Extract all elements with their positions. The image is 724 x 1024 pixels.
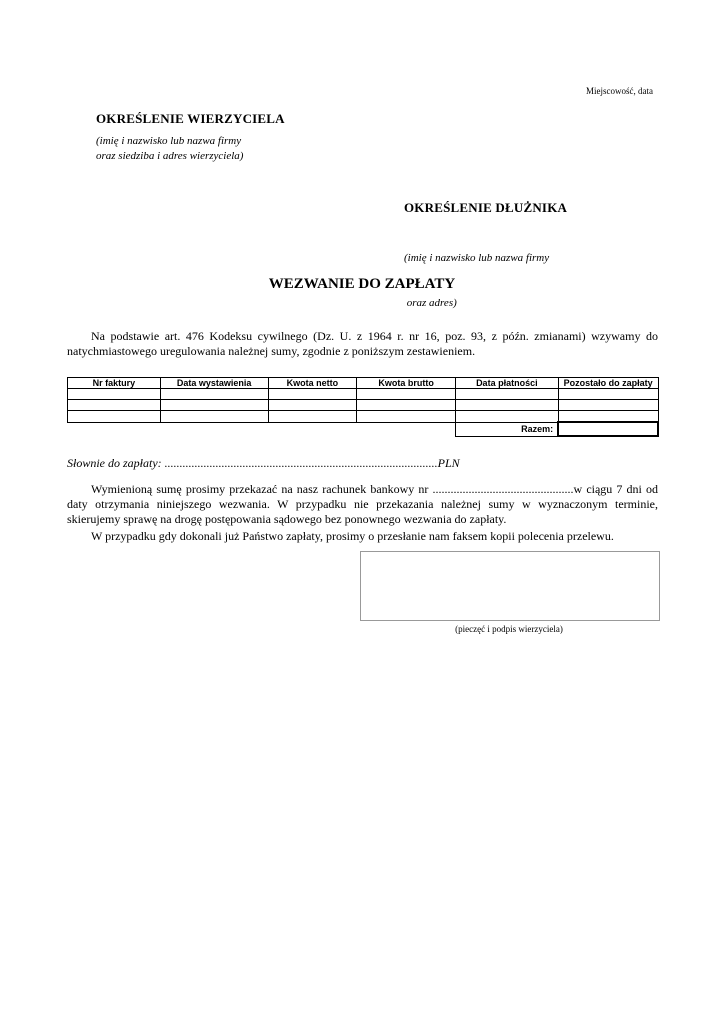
- debtor-title: OKREŚLENIE DŁUŻNIKA: [404, 200, 568, 215]
- table-cell[interactable]: [558, 400, 658, 411]
- column-header: Kwota netto: [268, 378, 357, 389]
- table-cell[interactable]: [268, 400, 357, 411]
- table-cell[interactable]: [160, 389, 268, 400]
- blank-cell: [268, 422, 357, 436]
- table-cell[interactable]: [160, 400, 268, 411]
- column-header: Kwota brutto: [357, 378, 456, 389]
- creditor-hint-line2: oraz siedziba i adres wierzyciela): [96, 150, 244, 162]
- blank-cell: [68, 422, 161, 436]
- table-row: [68, 389, 659, 400]
- debtor-hint-line2: oraz adres): [404, 297, 457, 309]
- creditor-title: OKREŚLENIE WIERZYCIELA: [96, 111, 285, 126]
- creditor-hint: [96, 134, 243, 164]
- table-header-row: [68, 378, 659, 389]
- table-cell[interactable]: [455, 400, 558, 411]
- debtor-hint: [404, 221, 549, 326]
- column-header: Data wystawienia: [160, 378, 268, 389]
- payment-paragraph: Wymienioną sumę prosimy przekazać na nasz rachunek bankowy nr ...............................................w ciągu 7 dni od daty otrzymania niniejszego wezwania. W przypadku nie przekazania należnej sumy w wyznaczonym terminie, skierujemy sprawę na drogę postępowania sądowego bez ponownego wezwania do zapłaty.: [67, 482, 658, 526]
- invoice-table: [67, 377, 659, 437]
- stamp-signature-caption: (pieczęć i podpis wierzyciela): [455, 624, 563, 634]
- table-row: [68, 411, 659, 423]
- table-cell[interactable]: [268, 389, 357, 400]
- column-header: Data płatności: [455, 378, 558, 389]
- table-cell[interactable]: [68, 389, 161, 400]
- creditor-hint-line1: (imię i nazwisko lub nazwa firmy: [96, 135, 242, 147]
- intro-paragraph: Na podstawie art. 476 Kodeksu cywilnego (Dz. U. z 1964 r. nr 16, poz. 93, z późn. zmianami) wzywamy do natychmiastowego uregulowania należnej sumy, zgodnie z poniższym zestawieniem.: [67, 329, 658, 358]
- debtor-hint-line1: (imię i nazwisko lub nazwa firmy: [404, 252, 550, 264]
- place-date-label: Miejscowość, data: [586, 86, 653, 96]
- sum-row: [68, 422, 659, 436]
- sum-label: Razem:: [455, 422, 558, 436]
- stamp-signature-box: [360, 551, 660, 621]
- table-cell[interactable]: [357, 411, 456, 423]
- table-cell[interactable]: [68, 411, 161, 423]
- amount-in-words: Słownie do zapłaty: ...........................................................................................PLN: [67, 456, 460, 470]
- blank-cell: [160, 422, 268, 436]
- table-cell[interactable]: [455, 389, 558, 400]
- table-cell[interactable]: [68, 400, 161, 411]
- table-cell[interactable]: [268, 411, 357, 423]
- table-row: [68, 400, 659, 411]
- already-paid-paragraph: W przypadku gdy dokonali już Państwo zapłaty, prosimy o przesłanie nam faksem kopii polecenia przelewu.: [91, 529, 614, 543]
- table-cell[interactable]: [558, 389, 658, 400]
- table-cell[interactable]: [357, 389, 456, 400]
- document-title: WEZWANIE DO ZAPŁATY: [268, 276, 456, 292]
- table-cell[interactable]: [160, 411, 268, 423]
- column-header: Pozostało do zapłaty: [558, 378, 658, 389]
- sum-value[interactable]: [558, 422, 658, 436]
- blank-cell: [357, 422, 456, 436]
- table-cell[interactable]: [357, 400, 456, 411]
- column-header: Nr faktury: [68, 378, 161, 389]
- table-cell[interactable]: [455, 411, 558, 423]
- table-cell[interactable]: [558, 411, 658, 423]
